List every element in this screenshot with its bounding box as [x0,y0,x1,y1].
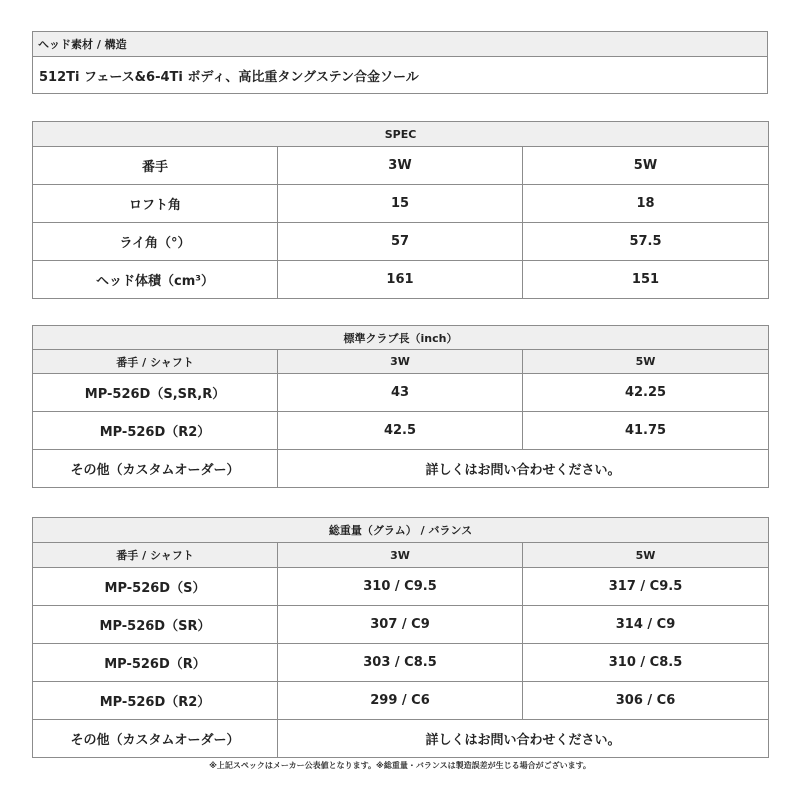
weight-balance-table [32,517,769,758]
custom-order-label: その他（カスタムオーダー） [33,720,278,758]
spec-cell: 57.5 [523,223,769,261]
column-header: 3W [278,543,523,568]
length-cell: 42.25 [523,374,769,412]
spec-row-label: ロフト角 [33,185,278,223]
table-row [33,185,769,223]
column-header-row [33,543,769,568]
spec-table [32,121,769,299]
shaft-label: MP-526D（SR） [33,606,278,644]
table-row [33,261,769,299]
shaft-label: MP-526D（R） [33,644,278,682]
column-header: 3W [278,350,523,374]
shaft-label: MP-526D（S） [33,568,278,606]
footnote: ※上記スペックはメーカー公表値となります。※総重量・バランスは製造誤差が生じる場合がございます。 [209,761,591,770]
table-row [33,644,769,682]
column-header: 番手 / シャフト [33,350,278,374]
weight-cell: 306 / C6 [523,682,769,720]
table-row [33,412,769,450]
table-row [33,720,769,758]
table-row [33,606,769,644]
weight-cell: 310 / C8.5 [523,644,769,682]
head-material-value: 512Ti フェース&6-4Ti ボディ、高比重タングステン合金ソール [33,57,768,94]
table-row [33,450,769,488]
shaft-label: MP-526D（R2） [33,682,278,720]
spec-row-label: 番手 [33,147,278,185]
spec-row-label: ヘッド体積（cm³） [33,261,278,299]
length-cell: 41.75 [523,412,769,450]
weight-cell: 310 / C9.5 [278,568,523,606]
table-row [33,374,769,412]
table-row [33,682,769,720]
custom-order-label: その他（カスタムオーダー） [33,450,278,488]
spec-title: SPEC [33,122,769,147]
spec-cell: 151 [523,261,769,299]
head-material-table [32,31,768,94]
table-row [33,223,769,261]
shaft-label: MP-526D（S,SR,R） [33,374,278,412]
weight-cell: 299 / C6 [278,682,523,720]
custom-order-note: 詳しくはお問い合わせください。 [278,720,769,758]
weight-cell: 303 / C8.5 [278,644,523,682]
length-cell: 42.5 [278,412,523,450]
weight-cell: 307 / C9 [278,606,523,644]
custom-order-note: 詳しくはお問い合わせください。 [278,450,769,488]
spec-cell: 18 [523,185,769,223]
shaft-label: MP-526D（R2） [33,412,278,450]
table-row [33,147,769,185]
spec-row-label: ライ角（°） [33,223,278,261]
table-row [33,568,769,606]
spec-cell: 5W [523,147,769,185]
length-cell: 43 [278,374,523,412]
spec-cell: 161 [278,261,523,299]
weight-balance-title: 総重量（グラム） / バランス [33,518,769,543]
column-header: 5W [523,350,769,374]
column-header-row [33,350,769,374]
spec-cell: 15 [278,185,523,223]
weight-cell: 314 / C9 [523,606,769,644]
spec-cell: 3W [278,147,523,185]
spec-cell: 57 [278,223,523,261]
weight-cell: 317 / C9.5 [523,568,769,606]
column-header: 番手 / シャフト [33,543,278,568]
club-length-table [32,325,769,488]
club-length-title: 標準クラブ長（inch） [33,326,769,350]
head-material-header: ヘッド素材 / 構造 [33,32,768,57]
column-header: 5W [523,543,769,568]
